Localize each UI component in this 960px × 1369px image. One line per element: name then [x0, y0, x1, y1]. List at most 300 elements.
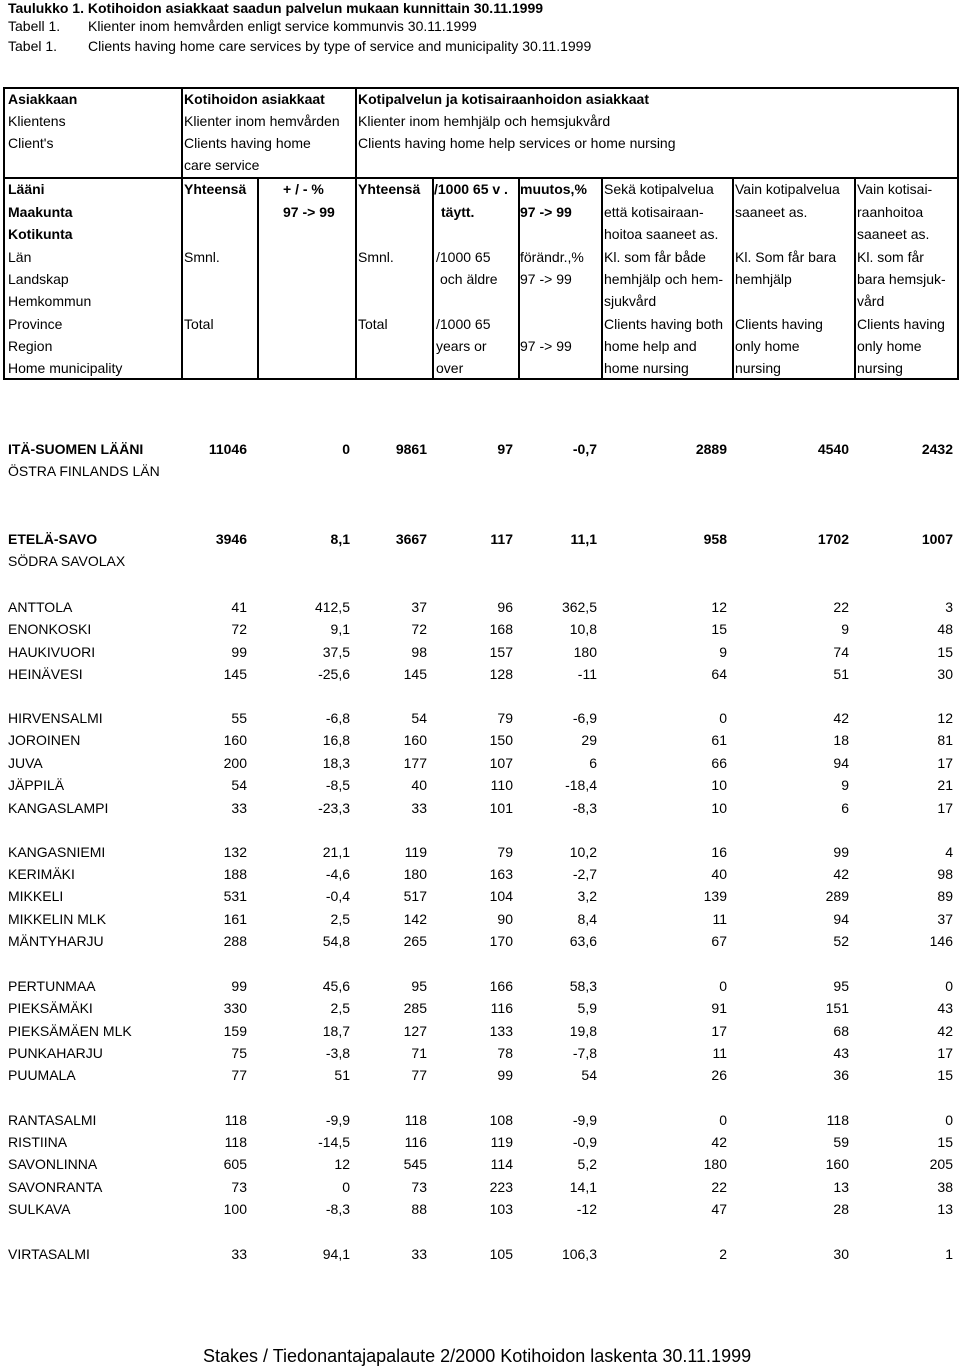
footer-source: Stakes / Tiedonantajapalaute 2/2000 Kotihoidon laskenta 30.11.1999 — [203, 1346, 752, 1366]
table-row — [0, 930, 960, 952]
header-home-help-only-label: saaneet as. — [735, 204, 808, 220]
header-home-help-only-label: Kl. Som får bara — [735, 249, 837, 265]
table-cell: 117 — [490, 531, 513, 547]
table-cell: 163 — [489, 866, 513, 882]
header-client-label: Klientens — [8, 113, 66, 129]
table-row — [0, 1042, 960, 1064]
table-row — [0, 707, 960, 729]
municipality-name: KANGASNIEMI — [8, 844, 106, 860]
table-row — [0, 1131, 960, 1153]
table-cell: 13 — [937, 1201, 953, 1217]
table-cell: 289 — [825, 888, 849, 904]
table-cell: 11 — [712, 911, 727, 927]
municipality-name: ANTTOLA — [8, 599, 73, 615]
table-cell: 107 — [489, 755, 513, 771]
table-cell: 160 — [403, 732, 427, 748]
table-cell: 17 — [711, 1023, 727, 1039]
header-region-label: Province — [8, 316, 63, 332]
table-cell: 43 — [937, 1000, 953, 1016]
table-cell: -18,4 — [565, 777, 597, 793]
header-muutos-label: 97 -> 99 — [520, 271, 572, 287]
header-home-help-only-label: Vain kotipalvelua — [735, 181, 840, 197]
table-cell: 106,3 — [561, 1246, 597, 1262]
title-en: Tabel 1. Clients having home care services by type of service and municipality 30.11.1999 — [8, 38, 592, 54]
table-cell: 8,4 — [577, 911, 597, 927]
table-cell: 28 — [833, 1201, 849, 1217]
table-cell: 61 — [711, 732, 727, 748]
table-row — [0, 596, 960, 618]
municipality-name: JÄPPILÄ — [8, 777, 65, 793]
table-cell: 54,8 — [322, 933, 350, 949]
header-total2-label: Total — [358, 316, 388, 332]
table-cell: 17 — [937, 755, 953, 771]
table-row — [0, 1064, 960, 1086]
region-name-sv: SÖDRA SAVOLAX — [8, 553, 126, 569]
table-cell: 42 — [833, 866, 849, 882]
header-total-label: Yhteensä — [184, 181, 247, 197]
municipality-name: HAUKIVUORI — [8, 644, 96, 660]
table-cell: -14,5 — [318, 1134, 350, 1150]
table-cell: 52 — [833, 933, 849, 949]
table-cell: -7,8 — [572, 1045, 597, 1061]
table-cell: 180 — [403, 866, 427, 882]
table-cell: -8,3 — [325, 1201, 350, 1217]
table-cell: 4540 — [817, 441, 849, 457]
table-cell: 2,5 — [330, 911, 350, 927]
table-cell: 99 — [497, 1067, 513, 1083]
table-cell: 11046 — [208, 441, 247, 457]
table-row — [0, 975, 960, 997]
table-cell: 170 — [489, 933, 513, 949]
table-cell: 3946 — [215, 531, 247, 547]
table-cell: 15 — [711, 621, 727, 637]
table-cell: 33 — [231, 1246, 247, 1262]
header-nursing-only-label: saaneet as. — [857, 226, 930, 242]
table-cell: 19,8 — [569, 1023, 597, 1039]
header-per1000-label: och äldre — [440, 271, 498, 287]
table-cell: 88 — [411, 1201, 427, 1217]
table-cell: 22 — [711, 1179, 727, 1195]
header-client-label: Client's — [8, 135, 54, 151]
table-cell: 285 — [403, 1000, 427, 1016]
table-cell: 177 — [403, 755, 427, 771]
table-cell: -0,7 — [572, 441, 597, 457]
table-cell: 94,1 — [322, 1246, 350, 1262]
table-cell: -6,9 — [572, 710, 597, 726]
table-cell: 5,9 — [577, 1000, 597, 1016]
table-cell: 110 — [490, 777, 513, 793]
municipality-name: SAVONRANTA — [8, 1179, 103, 1195]
table-cell: 26 — [711, 1067, 727, 1083]
header-both-label: Sekä kotipalvelua — [604, 181, 714, 197]
table-cell: 150 — [489, 732, 513, 748]
municipality-name: ETELÄ-SAVO — [8, 531, 98, 547]
table-cell: 10 — [711, 777, 727, 793]
header-region-label: Lääni — [8, 181, 45, 197]
header-both-label: että kotisairaan- — [604, 204, 704, 220]
table-cell: 116 — [404, 1134, 427, 1150]
table-cell: 45,6 — [322, 978, 350, 994]
table-cell: 205 — [929, 1156, 953, 1172]
table-row — [0, 1243, 960, 1265]
header-total2-label: Yhteensä — [358, 181, 421, 197]
table-row — [0, 618, 960, 640]
header-home-care-label: Kotihoidon asiakkaat — [184, 91, 325, 107]
table-cell: 517 — [403, 888, 427, 904]
header-both-label: Kl. som får både — [604, 249, 706, 265]
header-per1000-label: täytt. — [441, 204, 475, 220]
table-cell: 79 — [497, 710, 513, 726]
table-cell: -0,9 — [572, 1134, 597, 1150]
table-cell: 90 — [497, 911, 513, 927]
table-cell: 116 — [490, 1000, 513, 1016]
table-cell: 55 — [231, 710, 247, 726]
table-cell: 104 — [489, 888, 513, 904]
municipality-name: PUUMALA — [8, 1067, 76, 1083]
table-cell: 18 — [833, 732, 849, 748]
table-row — [0, 997, 960, 1019]
table-cell: 101 — [489, 800, 513, 816]
header-both-label: Clients having both — [604, 316, 724, 332]
header-per1000-label: over — [436, 360, 464, 376]
table-cell: -6,8 — [325, 710, 350, 726]
title-sv: Tabell 1. Klienter inom hemvården enligt service kommunvis 30.11.1999 — [8, 18, 477, 34]
table-cell: 118 — [404, 1112, 427, 1128]
municipality-name: SULKAVA — [8, 1201, 71, 1217]
table-row — [0, 797, 960, 819]
table-cell: 0 — [719, 710, 727, 726]
table-cell: 59 — [833, 1134, 849, 1150]
header-home-help-label: Klienter inom hemhjälp och hemsjukvård — [358, 113, 611, 129]
header-home-help-label: Kotipalvelun ja kotisairaanhoidon asiakkaat — [358, 91, 649, 107]
table-cell: 51 — [334, 1067, 350, 1083]
table-cell: 43 — [833, 1045, 849, 1061]
table-cell: 77 — [411, 1067, 427, 1083]
table-cell: 94 — [833, 911, 849, 927]
table-cell: 77 — [231, 1067, 247, 1083]
table-cell: 151 — [825, 1000, 849, 1016]
table-cell: 36 — [833, 1067, 849, 1083]
table-cell: 78 — [497, 1045, 513, 1061]
municipality-name: JUVA — [8, 755, 43, 771]
table-cell: 0 — [945, 978, 953, 994]
header-per1000-label: /1000 65 — [436, 249, 491, 265]
header-nursing-only-label: vård — [857, 293, 885, 309]
header-client-label: Asiakkaan — [8, 91, 78, 107]
table-cell: 0 — [342, 441, 350, 457]
table-cell: 118 — [826, 1112, 849, 1128]
header-region-label: Home municipality — [8, 360, 123, 376]
table-cell: 15 — [937, 644, 953, 660]
table-cell: 96 — [497, 599, 513, 615]
municipality-name: PIEKSÄMÄEN MLK — [8, 1023, 132, 1039]
table-cell: 79 — [497, 844, 513, 860]
table-cell: 114 — [490, 1156, 513, 1172]
table-cell: 81 — [937, 732, 953, 748]
table-cell: 412,5 — [314, 599, 350, 615]
table-cell: 89 — [937, 888, 953, 904]
table-cell: 180 — [573, 644, 597, 660]
table-cell: 72 — [411, 621, 427, 637]
table-cell: 91 — [711, 1000, 727, 1016]
table-cell: 265 — [403, 933, 427, 949]
table-cell: 362,5 — [561, 599, 597, 615]
table-cell: 16,8 — [322, 732, 350, 748]
header-home-care-label: Klienter inom hemvården — [184, 113, 340, 129]
table-cell: 30 — [937, 666, 953, 682]
table-cell: 2432 — [921, 441, 953, 457]
table-row — [0, 774, 960, 796]
header-per1000-label: /1000 65 — [436, 316, 491, 332]
table-cell: 1702 — [817, 531, 849, 547]
table-cell: 40 — [711, 866, 727, 882]
table-cell: 166 — [489, 978, 513, 994]
table-row — [0, 729, 960, 751]
table-cell: 47 — [711, 1201, 727, 1217]
municipality-name: RISTIINA — [8, 1134, 68, 1150]
table-cell: 72 — [231, 621, 247, 637]
header-nursing-only-label: Kl. som får — [857, 249, 924, 265]
header-home-help-only-label: nursing — [735, 360, 781, 376]
header-region-label: Hemkommun — [8, 293, 92, 309]
table-cell: 37 — [937, 911, 953, 927]
header-total-label: Total — [184, 316, 214, 332]
municipality-name: SAVONLINNA — [8, 1156, 98, 1172]
municipality-name: RANTASALMI — [8, 1112, 97, 1128]
header-total2-label: Smnl. — [358, 249, 394, 265]
table-cell: 64 — [711, 666, 727, 682]
table-cell: 73 — [231, 1179, 247, 1195]
table-row — [0, 1198, 960, 1220]
municipality-name: MIKKELIN MLK — [8, 911, 107, 927]
header-region-label: Kotikunta — [8, 226, 73, 242]
municipality-name: JOROINEN — [8, 732, 81, 748]
table-cell: 531 — [223, 888, 247, 904]
table-cell: 29 — [581, 732, 597, 748]
table-cell: 330 — [223, 1000, 247, 1016]
table-cell: 118 — [224, 1134, 247, 1150]
table-row — [0, 885, 960, 907]
table-cell: 8,1 — [330, 531, 350, 547]
table-cell: 12 — [711, 599, 727, 615]
table-cell: -3,8 — [325, 1045, 350, 1061]
header-muutos-label: 97 -> 99 — [520, 204, 572, 220]
table-cell: 9861 — [395, 441, 427, 457]
header-both-label: hemhjälp och hem- — [604, 271, 724, 287]
municipality-name: ITÄ-SUOMEN LÄÄNI — [8, 441, 144, 457]
table-cell: 15 — [937, 1067, 953, 1083]
table-row — [0, 841, 960, 863]
header-muutos-label: muutos,% — [520, 181, 587, 197]
table-cell: 21,1 — [322, 844, 350, 860]
header-both-label: home help and — [604, 338, 697, 354]
table-cell: -25,6 — [318, 666, 350, 682]
table-cell: 160 — [825, 1156, 849, 1172]
header-home-help-label: Clients having home help services or home nursing — [358, 135, 676, 151]
table-cell: 180 — [703, 1156, 727, 1172]
table-cell: 118 — [224, 1112, 247, 1128]
table-cell: -0,4 — [325, 888, 350, 904]
table-cell: 100 — [223, 1201, 247, 1217]
table-cell: -9,9 — [572, 1112, 597, 1128]
municipality-name: HEINÄVESI — [8, 666, 83, 682]
table-cell: -2,7 — [572, 866, 597, 882]
title-fi: Taulukko 1. Kotihoidon asiakkaat saadun palvelun mukaan kunnittain 30.11.1999 — [8, 0, 544, 16]
table-titles — [8, 0, 591, 55]
table-cell: 11 — [712, 1045, 727, 1061]
table-cell: 11,1 — [570, 531, 597, 547]
header-region-label: Landskap — [8, 271, 69, 287]
table-cell: 9 — [841, 777, 849, 793]
table-cell: 9,1 — [330, 621, 350, 637]
table-cell: 161 — [223, 911, 247, 927]
header-home-care-label: care service — [184, 157, 260, 173]
header-per1000-label: /1000 65 v . — [434, 181, 508, 197]
header-change-label: + / - % — [283, 181, 324, 197]
header-region-label: Län — [8, 249, 32, 265]
table-cell: 3667 — [395, 531, 427, 547]
table-cell: 108 — [489, 1112, 513, 1128]
municipality-name: PUNKAHARJU — [8, 1045, 103, 1061]
table-cell: 22 — [833, 599, 849, 615]
municipality-name: HIRVENSALMI — [8, 710, 103, 726]
table-cell: 95 — [411, 978, 427, 994]
table-cell: 99 — [833, 844, 849, 860]
table-cell: 99 — [231, 978, 247, 994]
header-total-label: Smnl. — [184, 249, 220, 265]
header-region-label: Region — [8, 338, 53, 354]
table-cell: 33 — [411, 1246, 427, 1262]
table-cell: 21 — [937, 777, 953, 793]
header-home-help-only-label: only home — [735, 338, 800, 354]
table-cell: 71 — [411, 1045, 427, 1061]
table-cell: 0 — [719, 1112, 727, 1128]
table-cell: 95 — [833, 978, 849, 994]
table-cell: 74 — [833, 644, 849, 660]
header-home-care-label: Clients having home — [184, 135, 311, 151]
table-cell: 139 — [703, 888, 727, 904]
table-cell: 103 — [489, 1201, 513, 1217]
table-cell: 105 — [489, 1246, 513, 1262]
table-cell: 188 — [223, 866, 247, 882]
municipality-name: MÄNTYHARJU — [8, 933, 104, 949]
table-cell: 12 — [937, 710, 953, 726]
table-cell: 17 — [937, 800, 953, 816]
table-cell: 127 — [403, 1023, 427, 1039]
table-cell: 133 — [489, 1023, 513, 1039]
table-cell: 4 — [945, 844, 953, 860]
table-cell: 63,6 — [569, 933, 597, 949]
table-cell: 545 — [403, 1156, 427, 1172]
municipality-name: VIRTASALMI — [8, 1246, 90, 1262]
region-name-sv: ÖSTRA FINLANDS LÄN — [8, 463, 160, 479]
municipality-name: PIEKSÄMÄKI — [8, 1000, 93, 1016]
table-cell: -8,5 — [325, 777, 350, 793]
table-row — [0, 1109, 960, 1131]
table-row — [0, 863, 960, 885]
table-row — [0, 1176, 960, 1198]
table-cell: 119 — [404, 844, 427, 860]
table-cell: 10,8 — [569, 621, 597, 637]
table-cell: -12 — [576, 1201, 597, 1217]
table-cell: -23,3 — [318, 800, 350, 816]
table-cell: 0 — [719, 978, 727, 994]
table-cell: 40 — [411, 777, 427, 793]
table-cell: 145 — [403, 666, 427, 682]
table-cell: 98 — [411, 644, 427, 660]
table-row — [0, 1153, 960, 1175]
table-row — [0, 528, 960, 550]
table-cell: 3,2 — [577, 888, 597, 904]
header-both-label: sjukvård — [604, 293, 657, 309]
table-cell: 1007 — [921, 531, 953, 547]
header-home-help-only-label: Clients having — [735, 316, 823, 332]
table-cell: 288 — [223, 933, 247, 949]
table-cell: -4,6 — [325, 866, 350, 882]
table-cell: 132 — [223, 844, 247, 860]
table-cell: 66 — [711, 755, 727, 771]
table-cell: 37,5 — [322, 644, 350, 660]
table-row — [0, 641, 960, 663]
table-row — [0, 438, 960, 460]
table-cell: 33 — [231, 800, 247, 816]
table-cell: 42 — [711, 1134, 727, 1150]
header-muutos-label: förändr.,% — [520, 249, 584, 265]
table-cell: 145 — [223, 666, 247, 682]
municipality-name: ENONKOSKI — [8, 621, 92, 637]
table-cell: 73 — [411, 1179, 427, 1195]
table-cell: 1 — [945, 1246, 953, 1262]
table-cell: -8,3 — [572, 800, 597, 816]
table-cell: 200 — [223, 755, 247, 771]
table-cell: 18,3 — [322, 755, 350, 771]
table-row — [0, 908, 960, 930]
table-cell: 10 — [711, 800, 727, 816]
table-cell: -9,9 — [325, 1112, 350, 1128]
table-cell: -11 — [577, 666, 597, 682]
municipality-name: MIKKELI — [8, 888, 64, 904]
header-nursing-only-label: bara hemsjuk- — [857, 271, 946, 287]
table-cell: 146 — [929, 933, 953, 949]
table-cell: 48 — [937, 621, 953, 637]
table-cell: 119 — [490, 1134, 513, 1150]
header-muutos-label: 97 -> 99 — [520, 338, 572, 354]
table-row — [0, 663, 960, 685]
table-row — [0, 1020, 960, 1042]
table-cell: 51 — [833, 666, 849, 682]
table-cell: 2889 — [695, 441, 727, 457]
table-cell: 160 — [223, 732, 247, 748]
table-cell: 0 — [945, 1112, 953, 1128]
header-home-help-only-label: hemhjälp — [735, 271, 792, 287]
table-cell: 13 — [833, 1179, 849, 1195]
table-cell: 142 — [403, 911, 427, 927]
table-cell: 97 — [497, 441, 513, 457]
table-cell: 58,3 — [569, 978, 597, 994]
table-cell: 67 — [711, 933, 727, 949]
table-cell: 157 — [489, 644, 513, 660]
municipality-name: PERTUNMAA — [8, 978, 96, 994]
table-cell: 6 — [589, 755, 597, 771]
table-cell: 94 — [833, 755, 849, 771]
table-cell: 54 — [231, 777, 247, 793]
header-both-label: hoitoa saaneet as. — [604, 226, 719, 242]
table-cell: 14,1 — [569, 1179, 597, 1195]
table-cell: 18,7 — [322, 1023, 350, 1039]
table-cell: 99 — [231, 644, 247, 660]
municipality-name: KERIMÄKI — [8, 866, 75, 882]
table-cell: 12 — [334, 1156, 350, 1172]
